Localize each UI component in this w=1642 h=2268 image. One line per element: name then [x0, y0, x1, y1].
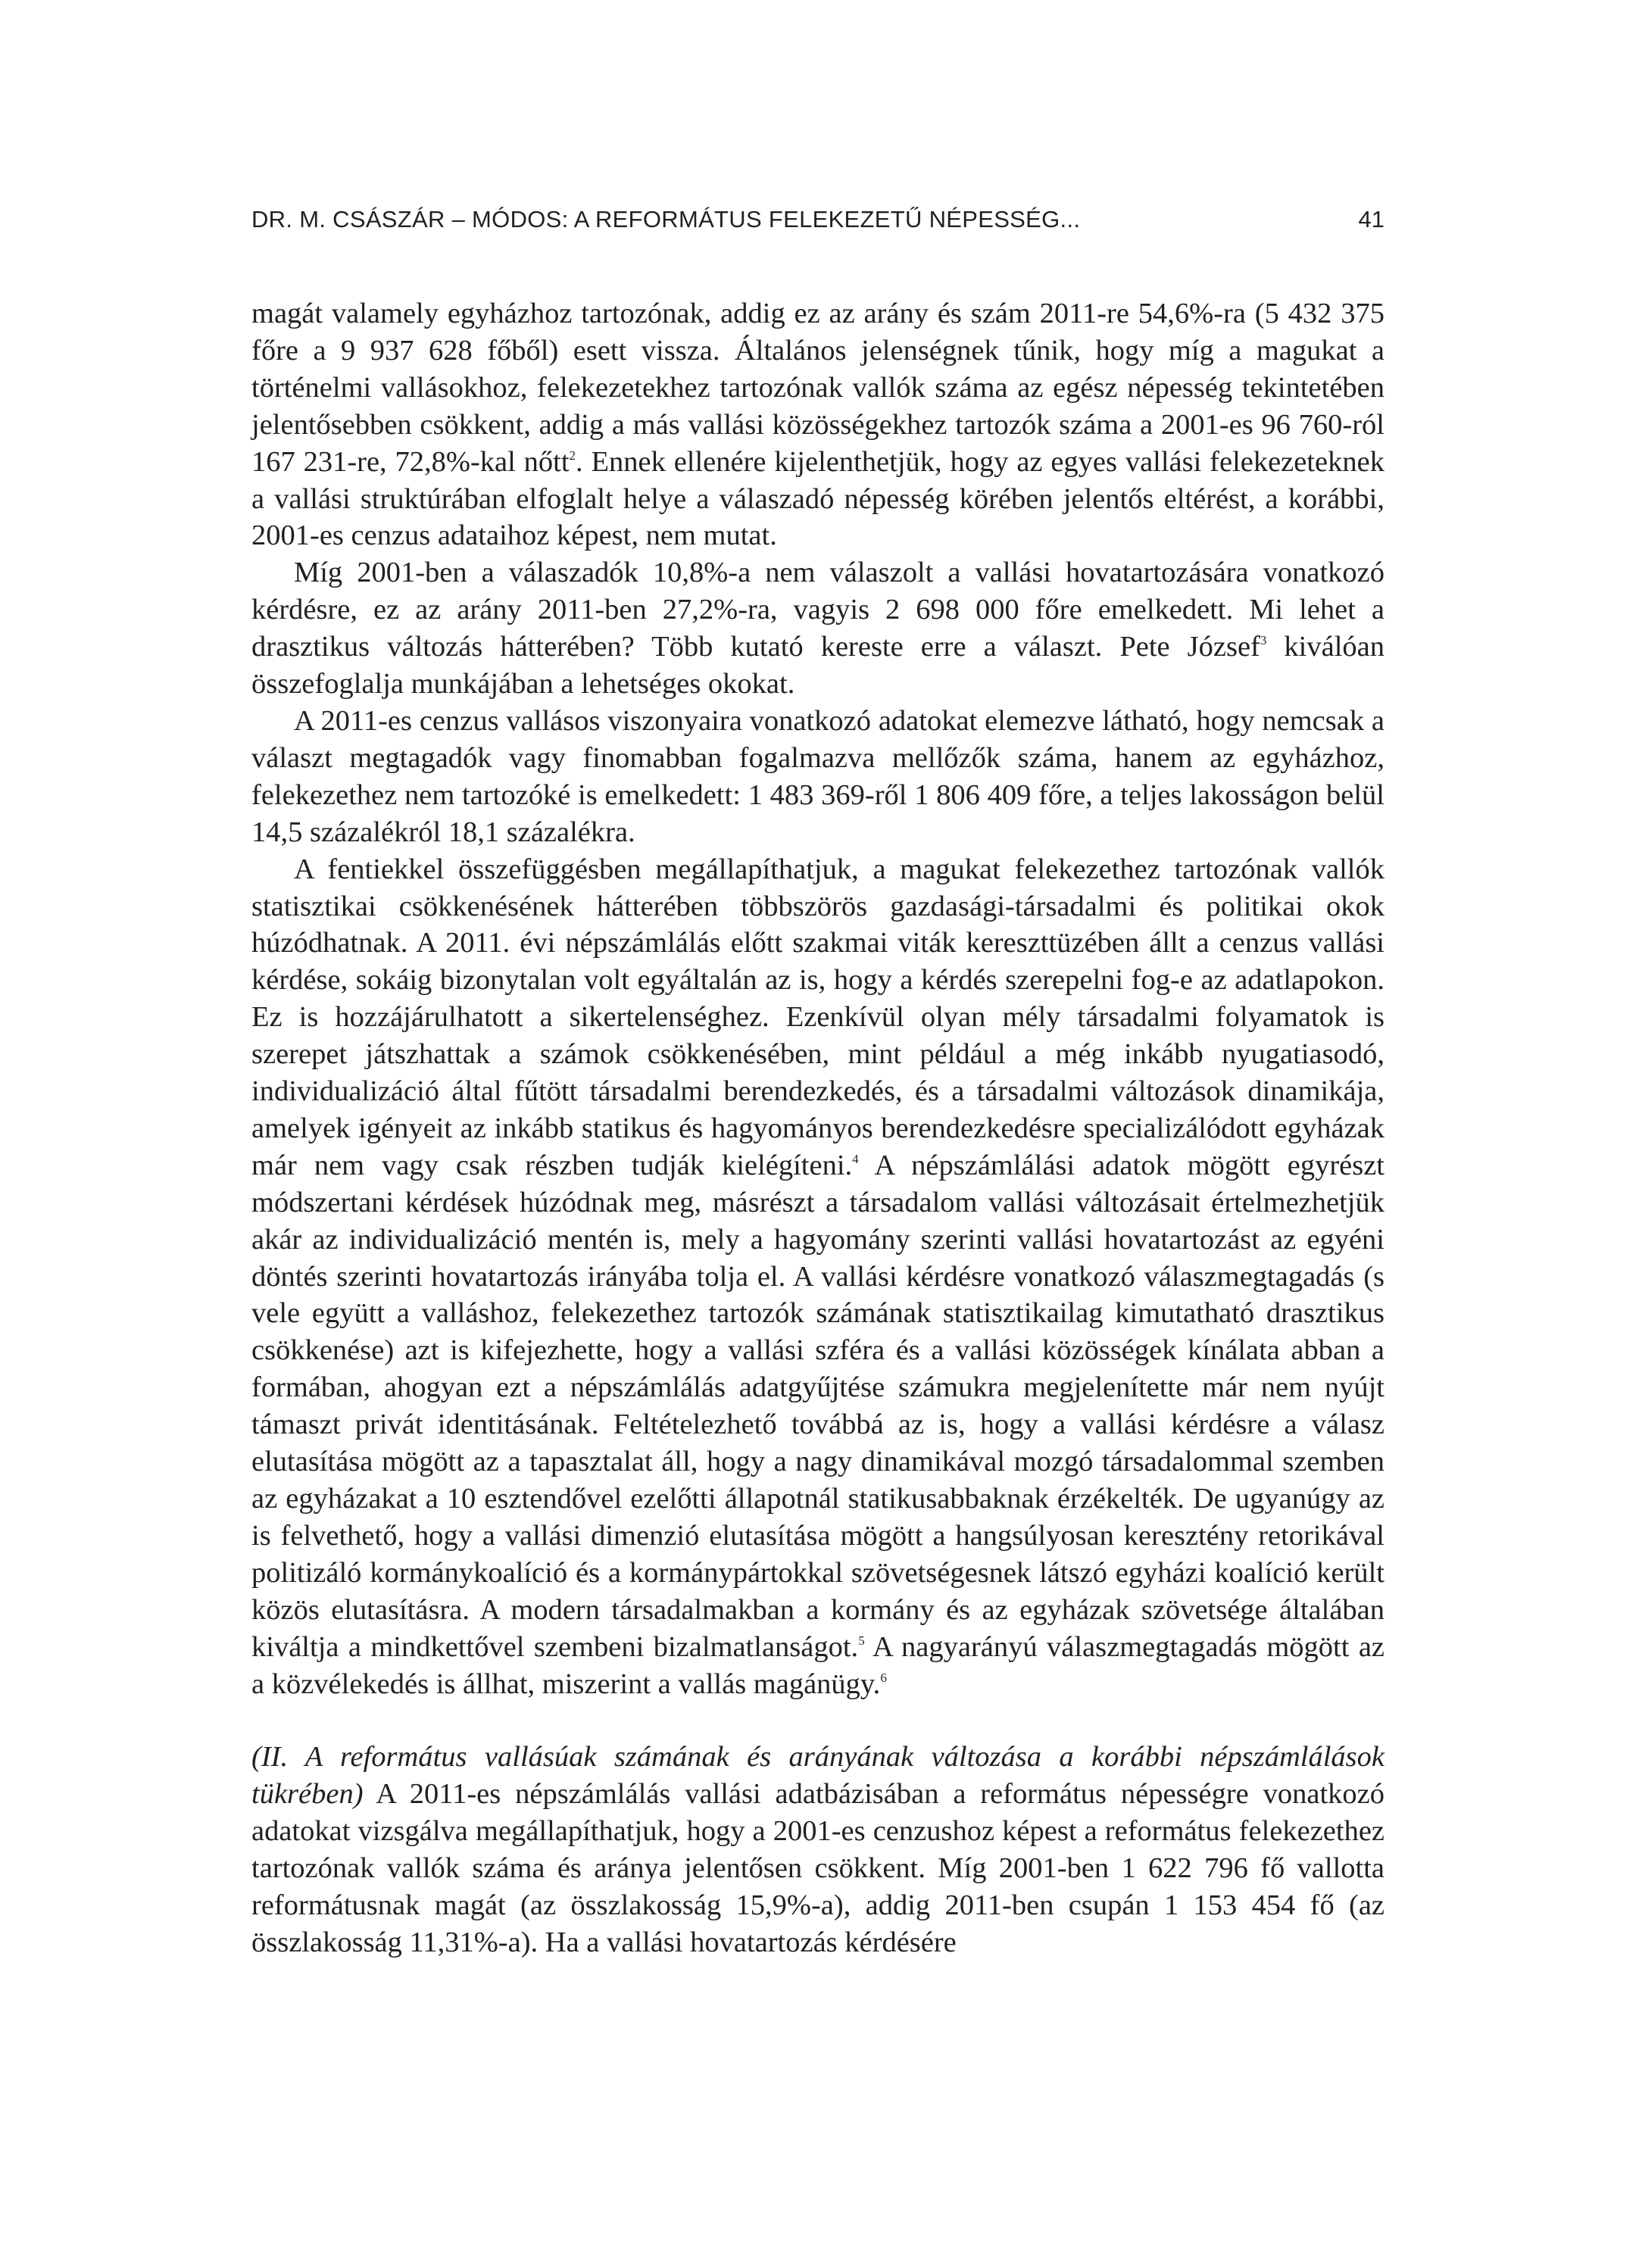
paragraph-2: [251, 554, 1384, 703]
paragraph-2-text-a: Míg 2001-ben a válaszadók 10,8%-a nem válaszolt a vallási hovatartozására vonatkozó kérdésre, ez az arány 2011-ben 27,2%-ra, vagyis 2 698 000 főre emelkedett. Mi lehet a drasztikus változás hátterében? Több kutató kereste erre a választ. Pete József: [251, 557, 1384, 663]
article-body: [251, 295, 1384, 1961]
paragraph-1: [251, 295, 1384, 554]
page-number: 41: [1358, 206, 1384, 232]
running-title: DR. M. CSÁSZÁR – MÓDOS: A REFORMÁTUS FELEKEZETŰ NÉPESSÉG...: [251, 206, 1081, 232]
footnote-ref-4: 4: [852, 1151, 859, 1166]
paragraph-1-text-a: magát valamely egyházhoz tartozónak, addig ez az arány és szám 2011-re 54,6%-ra (5 432 375 főre a 9 937 628 főből) esett vissza. Általános jelenségnek tűnik, hogy míg a magukat a történelmi vallásokhoz, felekezetekhez tartozónak vallók száma az egész népesség tekintetében jelentősebben csökkent, addig a más vallási közösségekhez tartozók száma a 2001-es 96 760-ról 167 231-re, 72,8%-kal nőtt: [251, 298, 1384, 478]
section-heading: (II. A református vallásúak számának és arányának változása a korábbi népszámlálások tükrében): [251, 1741, 1384, 1811]
paragraph-4-text-b: A népszámlálási adatok mögött egyrészt módszertani kérdések húzódnak meg, másrészt a társadalom vallási változásait értelmezhetjük akár az individualizáció mentén is, mely a hagyomány szerinti vallási hovatartozást az egyéni döntés szerinti hovatartozás irányába tolja el. A vallási kérdésre vonatkozó válaszmegtagadás (s vele együtt a valláshoz, felekezethez tartozók számának statisztikailag kimutatható drasztikus csökkenése) azt is kifejezhette, hogy a vallási szféra és a vallási közösségek kínálata abban a formában, ahogyan ezt a népszámlálás adatgyűjtése számukra megjelenítette már nem nyújt támaszt privát identitásának. Feltételezhető továbbá az is, hogy a vallási kérdésre a válasz elutasítása mögött az a tapasztalat áll, hogy a nagy dinamikával mozgó társadalommal szemben az egyházakat a 10 esztendővel ezelőtti állapotnál statikusabbaknak érzékelték. De ugyanúgy az is felvethető, hogy a vallási dimenzió elutasítása mögött a hangsúlyosan keresztény retorikával politizáló kormánykoalíció és a kormánypártokkal szövetségesnek látszó egyházi koalíció került közös elutasításra. A modern társadalmakban a kormány és az egyházak szövetsége általában kiváltja a mindkettővel szembeni bizalmatlanságot.: [251, 1149, 1384, 1663]
footnote-ref-2: 2: [569, 448, 576, 463]
paragraph-3: [251, 703, 1384, 851]
section-paragraph: [251, 1739, 1384, 1961]
paragraph-4: [251, 851, 1384, 1703]
footnote-ref-5: 5: [858, 1633, 865, 1648]
section-paragraph-text: A 2011-es népszámlálás vallási adatbázisában a református népességre vonatkozó adatokat vizsgálva megállapíthatjuk, hogy a 2001-es cenzushoz képest a református felekezethez tartozónak vallók száma és aránya jelentősen csökkent. Míg 2001-ben 1 622 796 fő vallotta reformátusnak magát (az összlakosság 15,9%-a), addig 2011-ben csupán 1 153 454 fő (az összlakosság 11,31%-a). Ha a vallási hovatartozás kérdésére: [251, 1778, 1384, 1958]
paragraph-4-text-a: A fentiekkel összefüggésben megállapíthatjuk, a magukat felekezethez tartozónak vallók statisztikai csökkenésének hátterében többszörös gazdasági-társadalmi és politikai okok húzódhatnak. A 2011. évi népszámlálás előtt szakmai viták kereszttüzében állt a cenzus vallási kérdése, sokáig bizonytalan volt egyáltalán az is, hogy a kérdés szerepelni fog-e az adatlapokon. Ez is hozzájárulhatott a sikertelenséghez. Ezenkívül olyan mély társadalmi folyamatok is szerepet játszhattak a számok csökkenésében, mint például a még inkább nyugatiasodó, individualizáció által fűtött társadalmi berendezkedés, és a társadalmi változások dinamikája, amelyek igényeit az inkább statikus és hagyományos berendezkedésre specializálódott egyházak már nem vagy csak részben tudják kielégíteni.: [251, 853, 1384, 1181]
paragraph-4-text-c: A nagyarányú válaszmegtagadás mögött az a közvélekedés is állhat, miszerint a vallás magánügy.: [251, 1630, 1385, 1700]
paragraph-1-text-b: . Ennek ellenére kijelenthetjük, hogy az egyes vallási felekezeteknek a vallási struktúrában elfoglalt helye a válaszadó népesség körében jelentős eltérést, a korábbi, 2001-es cenzus adataihoz képest, nem mutat.: [251, 445, 1384, 552]
footnote-ref-6: 6: [880, 1670, 887, 1685]
paragraph-3-text: A 2011-es cenzus vallásos viszonyaira vonatkozó adatokat elemezve látható, hogy nemcsak a választ megtagadók vagy finomabban fogalmazva mellőzők száma, hanem az egyházhoz, felekezethez nem tartozóké is emelkedett: 1 483 369-ről 1 806 409 főre, a teljes lakosságon belül 14,5 százalékról 18,1 százalékra.: [251, 704, 1384, 848]
paragraph-2-text-b: kiválóan összefoglalja munkájában a lehetséges okokat.: [251, 631, 1384, 700]
running-header: [251, 203, 1384, 236]
footnote-ref-3: 3: [1260, 633, 1267, 648]
